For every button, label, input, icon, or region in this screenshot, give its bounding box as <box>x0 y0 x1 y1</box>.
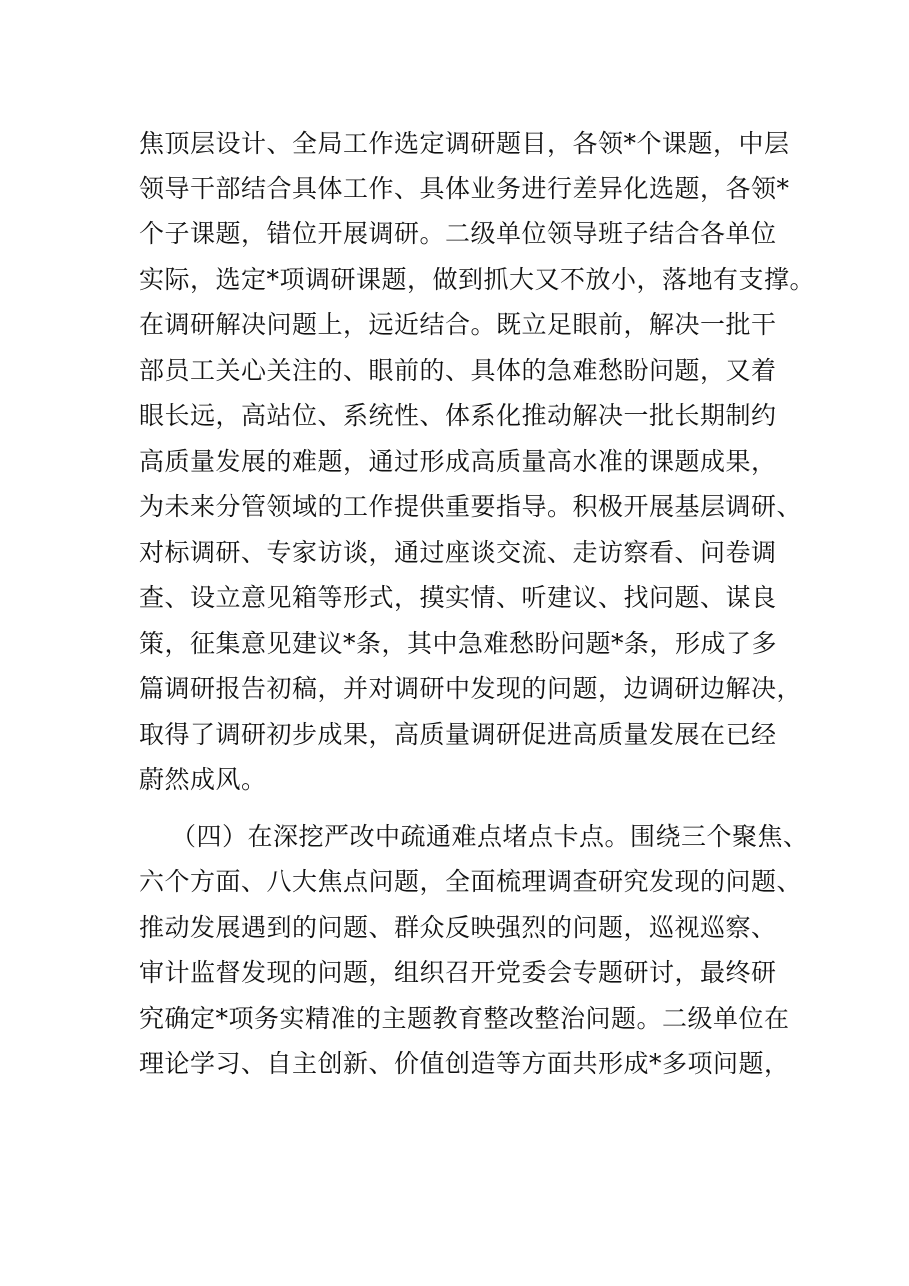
text-line: 审计监督发现的问题，组织召开党委会专题研讨，最终研 <box>139 958 777 987</box>
text-line: 部员工关心关注的、眼前的、具体的急难愁盼问题，又着 <box>139 356 777 385</box>
text-line: 个子课题，错位开展调研。二级单位领导班子结合各单位 <box>139 219 777 248</box>
text-line: 六个方面、八大焦点问题，全面梳理调查研究发现的问题、 <box>139 867 803 896</box>
text-line: 领导干部结合具体工作、具体业务进行差异化选题，各领* <box>139 174 790 203</box>
text-line: 高质量发展的难题，通过形成高质量高水准的课题成果， <box>139 447 777 476</box>
section-heading-line: （四）在深挖严改中疏通难点堵点卡点。围绕三个聚焦、 <box>171 822 809 851</box>
text-line: 在调研解决问题上，远近结合。既立足眼前，解决一批干 <box>139 310 777 339</box>
text-line: 眼长远，高站位、系统性、体系化推动解决一批长期制约 <box>139 401 777 430</box>
text-line: 对标调研、专家访谈，通过座谈交流、走访察看、问卷调 <box>139 538 777 567</box>
text-line: 焦顶层设计、全局工作选定调研题目，各领*个课题，中层 <box>139 129 790 158</box>
text-line: 推动发展遇到的问题、群众反映强烈的问题，巡视巡察、 <box>139 913 777 942</box>
text-line: 查、设立意见箱等形式，摸实情、听建议、找问题、谋良 <box>139 583 777 612</box>
text-line: 策，征集意见建议*条，其中急难愁盼问题*条，形成了多 <box>139 629 778 658</box>
text-line: 取得了调研初步成果，高质量调研促进高质量发展在已经 <box>139 720 777 749</box>
text-line: 蔚然成风。 <box>139 765 267 794</box>
text-line: 究确定*项务实精准的主题教育整改整治问题。二级单位在 <box>139 1004 790 1033</box>
text-line: 为未来分管领域的工作提供重要指导。积极开展基层调研、 <box>139 492 803 521</box>
text-line: 理论学习、自主创新、价值创造等方面共形成*多项问题， <box>139 1049 790 1078</box>
text-line: 篇调研报告初稿，并对调研中发现的问题，边调研边解决， <box>139 674 803 703</box>
text-line: 实际，选定*项调研课题，做到抓大又不放小，落地有支撑。 <box>139 265 816 294</box>
